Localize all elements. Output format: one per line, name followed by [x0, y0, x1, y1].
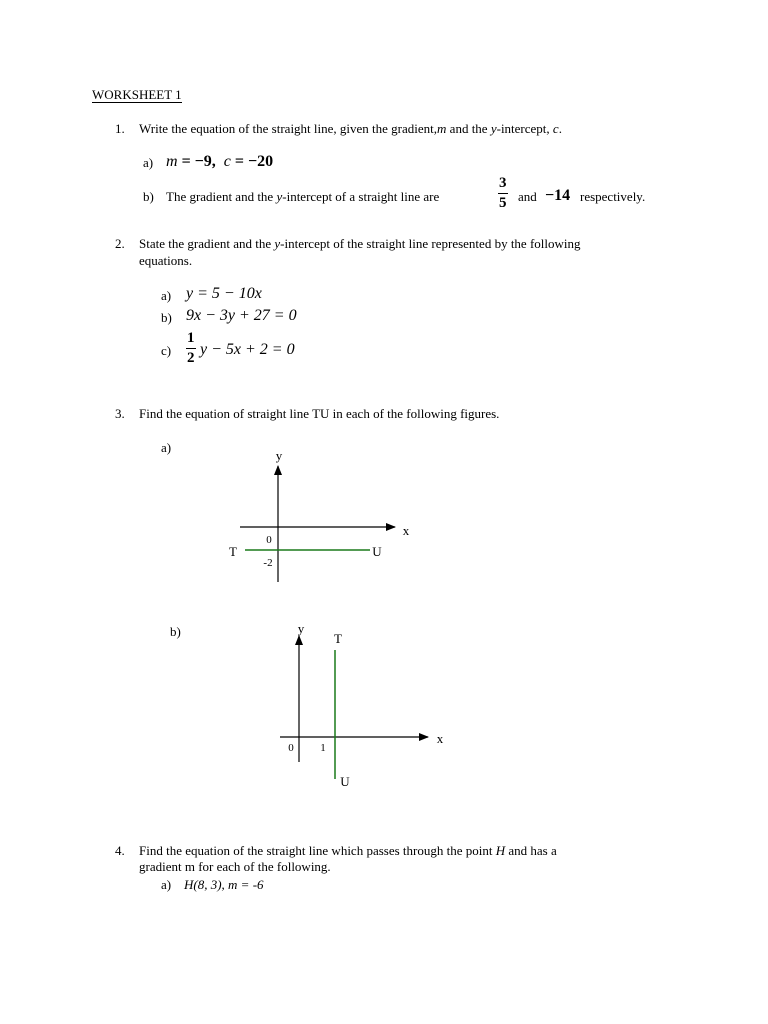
q4a-point: H(8, 3), m = -6: [184, 877, 264, 892]
fig-b-origin-label: 0: [288, 742, 294, 754]
fig-a-origin-label: 0: [266, 534, 272, 546]
q1-number: 1.: [115, 121, 125, 136]
q3-number: 3.: [115, 406, 125, 421]
q3a-label: a): [161, 440, 172, 455]
worksheet-title: WORKSHEET 1: [92, 87, 182, 102]
fig-a-point-u: U: [372, 544, 382, 559]
figure-a: [229, 448, 410, 582]
q1b-label: b): [143, 189, 154, 204]
q3-prompt: Find the equation of straight line TU in each of the following figures.: [139, 406, 500, 421]
q1a-equation: m = −9, c = −20: [166, 153, 274, 170]
q1b-value: −14: [545, 187, 571, 204]
q2a-equation: y = 5 − 10x: [186, 285, 262, 302]
q2a-label: a): [161, 288, 172, 303]
q1b-respectively: respectively.: [580, 189, 646, 204]
q1a-label: a): [143, 155, 154, 170]
fig-a-point-t: T: [229, 544, 237, 559]
q2-prompt-line2: equations.: [139, 253, 193, 268]
q2c-fraction: $\frac{1}{2}$: [187, 330, 195, 366]
fig-a-x-label: x: [402, 523, 410, 538]
q4-number: 4.: [115, 843, 125, 858]
q2-prompt-line1: State the gradient and the y-intercept of the straight line represented by the following: [139, 236, 581, 251]
fig-b-point-u: U: [340, 774, 350, 789]
q4a-label: a): [161, 877, 172, 892]
fig-b-y-label: y: [297, 621, 305, 636]
fig-b-x-label: x: [436, 731, 444, 746]
fig-b-x-tick-label: 1: [320, 742, 326, 754]
q2c-equation: y − 5x + 2 = 0: [200, 341, 295, 358]
q2b-label: b): [161, 310, 172, 325]
q4-prompt-line2: gradient m for each of the following.: [139, 859, 331, 874]
q4-prompt-line1: Find the equation of the straight line which passes through the point H and has a: [139, 843, 557, 858]
q1b-fraction: $\frac{3}{5}$: [499, 175, 507, 211]
q2b-equation: 9x − 3y + 27 = 0: [186, 307, 297, 324]
q1b-and: and: [518, 189, 537, 204]
fig-a-y-label: y: [275, 448, 283, 463]
q2c-label: c): [161, 343, 172, 358]
fig-a-y-tick-label: -2: [263, 557, 273, 569]
q1b-text: The gradient and the y-intercept of a straight line are: [166, 189, 440, 204]
fig-b-point-t: T: [334, 631, 342, 646]
q3b-label: b): [170, 624, 181, 639]
q1-prompt: Write the equation of the straight line, given the gradient,m and the y-intercept, c.: [139, 121, 562, 136]
figure-b: [280, 621, 444, 789]
q2-number: 2.: [115, 236, 125, 251]
